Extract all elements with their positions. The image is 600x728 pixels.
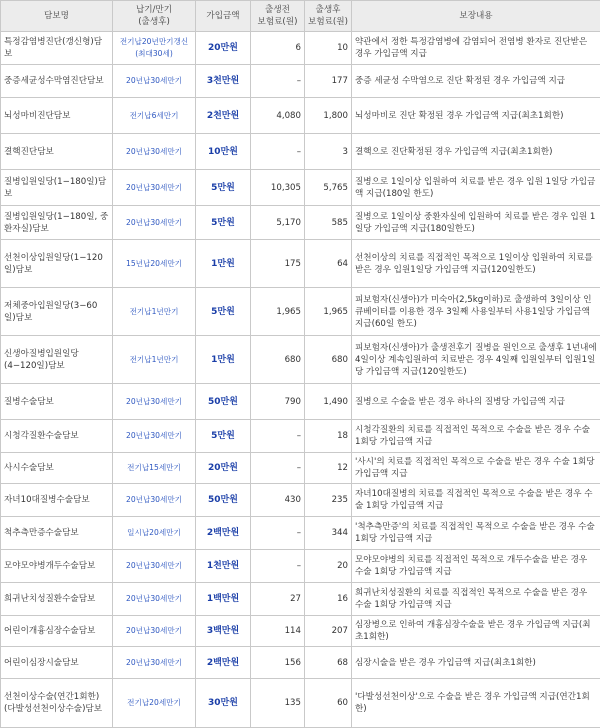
amount-cell: 5만원 (196, 288, 251, 336)
coverage-description: 질병으로 1일이상 중환자실에 입원하여 치료를 받은 경우 입원 1일당 가입금액 지급(180일한도) (352, 206, 600, 240)
term-cell: 20년납30세만기 (113, 647, 196, 679)
premium-before-birth: 430 (251, 484, 305, 517)
amount-cell: 3백만원 (196, 616, 251, 647)
amount-cell: 1백만원 (196, 583, 251, 616)
coverage-description: 선천이상의 치료를 직접적인 목적으로 1일이상 입원하여 치료를 받은 경우 입원1일당 가입금액 지급(120일한도) (352, 240, 600, 288)
amount-cell: 20만원 (196, 32, 251, 65)
amount-cell: 20만원 (196, 453, 251, 484)
table-row (1, 453, 600, 484)
premium-after-birth: 12 (305, 453, 352, 484)
coverage-description: 심장시술을 받은 경우 가입금액 지급(최초1회한) (352, 647, 600, 679)
table-row (1, 288, 600, 336)
coverage-name: 선천이상수술(연간1회한)(다발성선천이상수술)담보 (1, 679, 113, 728)
term-cell: 20년납30세만기 (113, 420, 196, 453)
coverage-description: '척추측만증'의 치료를 직접적인 목적으로 수술을 받은 경우 수술 1회당 가입금액 지급 (352, 517, 600, 550)
table-row (1, 32, 600, 65)
premium-before-birth: 10,305 (251, 170, 305, 206)
header-cell: 납기/만기 (출생후) (113, 1, 196, 32)
premium-after-birth: 10 (305, 32, 352, 65)
coverage-name: 저체중아입원일당(3−60일)담보 (1, 288, 113, 336)
header-cell: 보장내용 (352, 1, 600, 32)
coverage-name: 질병입원일당(1−180일, 중환자실)담보 (1, 206, 113, 240)
coverage-description: 피보험자(신생아)가 출생전후기 질병을 원인으로 출생후 1년내에 4일이상 계속입원하여 치료받은 경우 4일째 입원일부터 입원1일당 가입금액 지급(120일한도) (352, 336, 600, 384)
premium-before-birth: 135 (251, 679, 305, 728)
coverage-name: 모야모야병개두수술담보 (1, 550, 113, 583)
term-cell: 전기납20세만기 (113, 679, 196, 728)
premium-after-birth: 1,965 (305, 288, 352, 336)
coverage-name: 질병수술담보 (1, 384, 113, 420)
premium-before-birth: 4,080 (251, 98, 305, 134)
premium-after-birth: 177 (305, 65, 352, 98)
amount-cell: 1만원 (196, 240, 251, 288)
table-row (1, 170, 600, 206)
premium-after-birth: 60 (305, 679, 352, 728)
term-cell: 20년납30세만기 (113, 65, 196, 98)
term-cell: 20년납30세만기 (113, 384, 196, 420)
premium-after-birth: 64 (305, 240, 352, 288)
premium-after-birth: 235 (305, 484, 352, 517)
premium-after-birth: 68 (305, 647, 352, 679)
table-row (1, 517, 600, 550)
coverage-description: 희귀난치성질환의 치료를 직접적인 목적으로 수술을 받은 경우 수술 1회당 가입금액 지급 (352, 583, 600, 616)
premium-before-birth: – (251, 517, 305, 550)
coverage-name: 시청각질환수술담보 (1, 420, 113, 453)
term-cell: 전기납15세만기 (113, 453, 196, 484)
table-row (1, 647, 600, 679)
term-cell: 일시납20세만기 (113, 517, 196, 550)
premium-after-birth: 207 (305, 616, 352, 647)
coverage-name: 어린이개흉심장수술담보 (1, 616, 113, 647)
premium-after-birth: 18 (305, 420, 352, 453)
amount-cell: 5만원 (196, 206, 251, 240)
coverage-name: 어린이심장시술담보 (1, 647, 113, 679)
premium-before-birth: 5,170 (251, 206, 305, 240)
amount-cell: 1천만원 (196, 550, 251, 583)
term-cell: 전기납1년만기 (113, 336, 196, 384)
premium-after-birth: 680 (305, 336, 352, 384)
coverage-description: 심장병으로 인하여 개흉심장수술을 받은 경우 가입금액 지급(최초1회한) (352, 616, 600, 647)
header-cell: 출생전 보험료(원) (251, 1, 305, 32)
amount-cell: 10만원 (196, 134, 251, 170)
coverage-name: 특정감염병진단(갱신형)담보 (1, 32, 113, 65)
header-cell: 출생후 보험료(원) (305, 1, 352, 32)
header-cell: 담보명 (1, 1, 113, 32)
coverage-name: 신생아질병입원일당(4−120일)담보 (1, 336, 113, 384)
table-row (1, 98, 600, 134)
premium-before-birth: 175 (251, 240, 305, 288)
premium-before-birth: 1,965 (251, 288, 305, 336)
amount-cell: 2백만원 (196, 517, 251, 550)
premium-after-birth: 344 (305, 517, 352, 550)
coverage-description: 약관에서 정한 특정감염병에 감염되어 전염병 환자로 진단받은 경우 가입금액 지급 (352, 32, 600, 65)
coverage-name: 사시수술담보 (1, 453, 113, 484)
term-cell: 20년납30세만기 (113, 550, 196, 583)
term-cell: 15년납20세만기 (113, 240, 196, 288)
premium-before-birth: 680 (251, 336, 305, 384)
coverage-description: 질병으로 1일이상 입원하여 치료를 받은 경우 입원 1일당 가입금액 지급(180일 한도) (352, 170, 600, 206)
table-row (1, 336, 600, 384)
table-row (1, 384, 600, 420)
coverage-description: 자녀10대질병의 치료를 직접적인 목적으로 수술을 받은 경우 수술 1회당 가입금액 지급 (352, 484, 600, 517)
coverage-description: 뇌성마비로 진단 확정된 경우 가입금액 지급(최초1회한) (352, 98, 600, 134)
premium-before-birth: – (251, 65, 305, 98)
premium-after-birth: 1,490 (305, 384, 352, 420)
coverage-description: 피보험자(신생아)가 미숙아(2,5kg이하)로 출생하여 3일이상 인큐베이터를 이용한 경우 3일째 사용일부터 사용1일당 가입금액 지급(60일 한도) (352, 288, 600, 336)
coverage-name: 선천이상입원일당(1−120일)담보 (1, 240, 113, 288)
coverage-name: 희귀난치성질환수술담보 (1, 583, 113, 616)
premium-before-birth: 27 (251, 583, 305, 616)
amount-cell: 30만원 (196, 679, 251, 728)
coverage-description: '다발성선천이상'으로 수술을 받은 경우 가입금액 지급(연간1회한) (352, 679, 600, 728)
term-cell: 전기납1년만기 (113, 288, 196, 336)
table-row (1, 134, 600, 170)
amount-cell: 3천만원 (196, 65, 251, 98)
term-cell: 전기납6세만기 (113, 98, 196, 134)
premium-after-birth: 5,765 (305, 170, 352, 206)
amount-cell: 50만원 (196, 384, 251, 420)
coverage-description: 시청각질환의 치료를 직접적인 목적으로 수술을 받은 경우 수술 1회당 가입금액 지급 (352, 420, 600, 453)
coverage-name: 결핵진단담보 (1, 134, 113, 170)
premium-before-birth: 114 (251, 616, 305, 647)
premium-before-birth: – (251, 453, 305, 484)
term-cell: 20년납30세만기 (113, 134, 196, 170)
coverage-name: 자녀10대질병수술담보 (1, 484, 113, 517)
header-cell: 가입금액 (196, 1, 251, 32)
premium-before-birth: 790 (251, 384, 305, 420)
premium-after-birth: 20 (305, 550, 352, 583)
premium-before-birth: 6 (251, 32, 305, 65)
term-cell: 전기납20년만기갱신(최대30세) (113, 32, 196, 65)
amount-cell: 1만원 (196, 336, 251, 384)
premium-after-birth: 1,800 (305, 98, 352, 134)
premium-after-birth: 585 (305, 206, 352, 240)
premium-after-birth: 16 (305, 583, 352, 616)
amount-cell: 5만원 (196, 170, 251, 206)
premium-before-birth: – (251, 550, 305, 583)
amount-cell: 5만원 (196, 420, 251, 453)
header-row (1, 1, 600, 32)
premium-before-birth: – (251, 420, 305, 453)
table-row (1, 484, 600, 517)
table-row (1, 550, 600, 583)
table-row (1, 206, 600, 240)
premium-after-birth: 3 (305, 134, 352, 170)
table-row (1, 616, 600, 647)
coverage-description: 질병으로 수술을 받은 경우 하나의 질병당 가입금액 지급 (352, 384, 600, 420)
amount-cell: 2천만원 (196, 98, 251, 134)
table-row (1, 240, 600, 288)
coverage-description: 중증 세균성 수막염으로 진단 확정된 경우 가입금액 지급 (352, 65, 600, 98)
premium-before-birth: 156 (251, 647, 305, 679)
amount-cell: 50만원 (196, 484, 251, 517)
coverage-name: 뇌성마비진단담보 (1, 98, 113, 134)
term-cell: 20년납30세만기 (113, 170, 196, 206)
coverage-name: 질병입원일당(1−180일)담보 (1, 170, 113, 206)
term-cell: 20년납30세만기 (113, 206, 196, 240)
premium-before-birth: – (251, 134, 305, 170)
amount-cell: 2백만원 (196, 647, 251, 679)
coverage-name: 중증세균성수막염진단담보 (1, 65, 113, 98)
table-row (1, 65, 600, 98)
term-cell: 20년납30세만기 (113, 484, 196, 517)
coverage-name: 척추측만증수술담보 (1, 517, 113, 550)
coverage-description: '사시'의 치료를 직접적인 목적으로 수술을 받은 경우 수술 1회당 가입금액 지급 (352, 453, 600, 484)
coverage-description: 모야모야병의 치료를 직접적인 목적으로 개두수술을 받은 경우 수술 1회당 가입금액 지급 (352, 550, 600, 583)
coverage-description: 결핵으로 진단확정된 경우 가입금액 지급(최초1회한) (352, 134, 600, 170)
term-cell: 20년납30세만기 (113, 583, 196, 616)
term-cell: 20년납30세만기 (113, 616, 196, 647)
table-row (1, 583, 600, 616)
table-row (1, 420, 600, 453)
